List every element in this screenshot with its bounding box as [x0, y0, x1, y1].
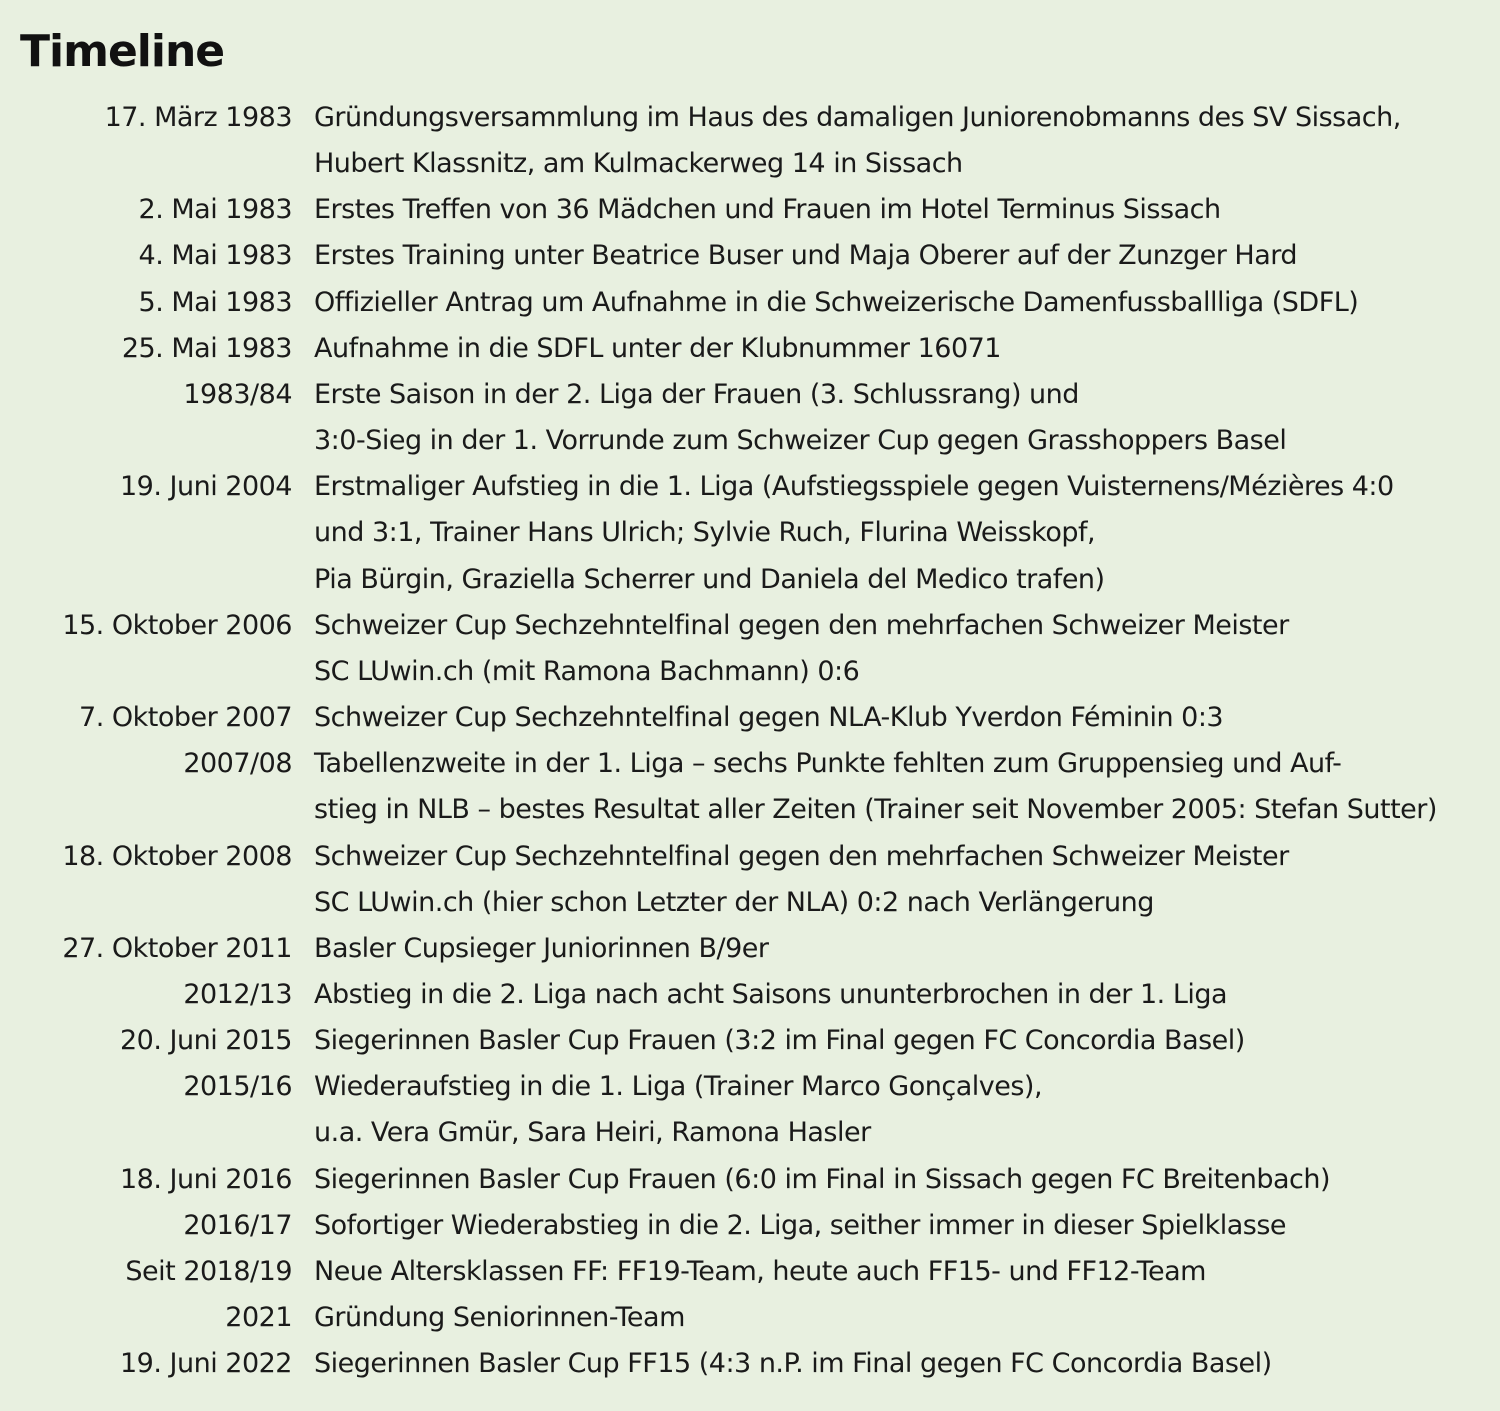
- timeline-entry: [0, 1064, 1500, 1156]
- entry-text-line: Erste Saison in der 2. Liga der Frauen (3. Schlussrang) und: [314, 378, 1079, 410]
- entry-text-line: Pia Bürgin, Graziella Scherrer und Daniela del Medico trafen): [314, 563, 1105, 595]
- page-title: Timeline: [20, 26, 225, 77]
- entry-date: 2015/16: [183, 1071, 292, 1103]
- entry-description: [314, 280, 1490, 326]
- entry-date: 19. Juni 2004: [119, 471, 292, 503]
- timeline-entry: [0, 1249, 1500, 1295]
- entry-date: 7. Oktober 2007: [79, 702, 292, 734]
- entry-date: 4. Mai 1983: [138, 240, 292, 272]
- entry-text-line: Gründungsversammlung im Haus des damaligen Juniorenobmanns des SV Sissach,: [314, 102, 1401, 133]
- entry-description: [314, 603, 1490, 695]
- entry-text-line: Wiederaufstieg in die 1. Liga (Trainer Marco Gonçalves),: [314, 1071, 1043, 1103]
- timeline-entry: [0, 233, 1500, 279]
- entry-date: 2007/08: [183, 748, 292, 780]
- entry-date: 20. Juni 2015: [119, 1025, 292, 1057]
- entry-text-line: Tabellenzweite in der 1. Liga – sechs Punkte fehlten zum Gruppensieg und Auf-: [314, 748, 1342, 780]
- timeline-entry: [0, 372, 1500, 464]
- entry-text-line: stieg in NLB – bestes Resultat aller Zeiten (Trainer seit November 2005: Stefan Sutter): [314, 794, 1437, 826]
- entry-text-line: Basler Cupsieger Juniorinnen B/9er: [314, 932, 769, 964]
- entry-description: [314, 926, 1490, 972]
- entry-description: [314, 741, 1490, 833]
- entry-text-line: SC LUwin.ch (hier schon Letzter der NLA) 0:2 nach Verlängerung: [314, 886, 1154, 918]
- entry-description: [314, 233, 1490, 279]
- entry-description: [314, 372, 1490, 464]
- entry-text-line: Siegerinnen Basler Cup Frauen (3:2 im Final gegen FC Concordia Basel): [314, 1025, 1245, 1057]
- timeline-entry: [0, 1341, 1500, 1387]
- timeline-entry: [0, 1157, 1500, 1203]
- entry-text-line: Neue Altersklassen FF: FF19-Team, heute auch FF15- und FF12-Team: [314, 1255, 1206, 1287]
- timeline-entry: [0, 834, 1500, 926]
- entry-description: [314, 1341, 1490, 1387]
- timeline-entry: [0, 972, 1500, 1018]
- timeline-entry: [0, 603, 1500, 695]
- entry-date: 2016/17: [183, 1209, 292, 1241]
- timeline-entry: [0, 187, 1500, 233]
- entry-text-line: Aufnahme in die SDFL unter der Klubnummer 16071: [314, 332, 1001, 364]
- timeline-entry: [0, 1203, 1500, 1249]
- entry-text-line: Offizieller Antrag um Aufnahme in die Schweizerische Damenfussballliga (SDFL): [314, 286, 1359, 318]
- entry-date: 2012/13: [183, 978, 292, 1010]
- entry-date: 18. Oktober 2008: [62, 840, 292, 872]
- entry-text-line: Erstes Treffen von 36 Mädchen und Frauen im Hotel Terminus Sissach: [314, 194, 1221, 226]
- entry-description: [314, 834, 1490, 926]
- entry-description: [314, 95, 1490, 187]
- entry-description: [314, 464, 1490, 602]
- timeline-entry: [0, 280, 1500, 326]
- entry-description: [314, 187, 1490, 233]
- entry-text-line: u.a. Vera Gmür, Sara Heiri, Ramona Hasler: [314, 1117, 871, 1149]
- entry-text-line: und 3:1, Trainer Hans Ulrich; Sylvie Ruch, Flurina Weisskopf,: [314, 517, 1096, 549]
- entry-text-line: Erstes Training unter Beatrice Buser und Maja Oberer auf der Zunzger Hard: [314, 240, 1298, 272]
- entry-description: [314, 1064, 1490, 1156]
- entry-description: [314, 1203, 1490, 1249]
- entry-text-line: Schweizer Cup Sechzehntelfinal gegen den mehrfachen Schweizer Meister: [314, 609, 1289, 641]
- entry-date: 2. Mai 1983: [138, 194, 292, 226]
- timeline-entry: [0, 1295, 1500, 1341]
- timeline-entry: [0, 326, 1500, 372]
- entry-description: [314, 1249, 1490, 1295]
- timeline-list: [0, 95, 1500, 1387]
- entry-description: [314, 1018, 1490, 1064]
- entry-description: [314, 695, 1490, 741]
- entry-date: 27. Oktober 2011: [62, 932, 292, 964]
- entry-date: 1983/84: [183, 378, 292, 410]
- entry-date: 25. Mai 1983: [121, 332, 292, 364]
- entry-text-line: Sofortiger Wiederabstieg in die 2. Liga, seither immer in dieser Spielklasse: [314, 1209, 1287, 1241]
- entry-date: 19. Juni 2022: [119, 1348, 292, 1380]
- entry-date: 17. März 1983: [104, 102, 292, 133]
- entry-description: [314, 326, 1490, 372]
- timeline-entry: [0, 926, 1500, 972]
- entry-date: 5. Mai 1983: [138, 286, 292, 318]
- entry-date: 2021: [225, 1302, 292, 1334]
- timeline-entry: [0, 695, 1500, 741]
- entry-date: 15. Oktober 2006: [62, 609, 292, 641]
- entry-description: [314, 1157, 1490, 1203]
- entry-date: 18. Juni 2016: [119, 1163, 292, 1195]
- entry-date: Seit 2018/19: [125, 1255, 292, 1287]
- entry-text-line: Schweizer Cup Sechzehntelfinal gegen NLA-Klub Yverdon Féminin 0:3: [314, 702, 1224, 734]
- entry-description: [314, 1295, 1490, 1341]
- entry-text-line: Erstmaliger Aufstieg in die 1. Liga (Aufstiegsspiele gegen Vuisternens/Mézières 4:0: [314, 471, 1394, 503]
- entry-text-line: Schweizer Cup Sechzehntelfinal gegen den mehrfachen Schweizer Meister: [314, 840, 1289, 872]
- entry-text-line: Gründung Seniorinnen-Team: [314, 1302, 685, 1334]
- timeline-entry: [0, 1018, 1500, 1064]
- entry-text-line: SC LUwin.ch (mit Ramona Bachmann) 0:6: [314, 655, 860, 687]
- entry-text-line: Abstieg in die 2. Liga nach acht Saisons ununterbrochen in der 1. Liga: [314, 978, 1228, 1010]
- entry-text-line: 3:0-Sieg in der 1. Vorrunde zum Schweizer Cup gegen Grasshoppers Basel: [314, 425, 1287, 457]
- entry-text-line: Siegerinnen Basler Cup FF15 (4:3 n.P. im Final gegen FC Concordia Basel): [314, 1348, 1272, 1380]
- entry-description: [314, 972, 1490, 1018]
- timeline-entry: [0, 741, 1500, 833]
- entry-text-line: Hubert Klassnitz, am Kulmackerweg 14 in Sissach: [314, 148, 963, 180]
- timeline-entry: [0, 464, 1500, 602]
- timeline-entry: [0, 95, 1500, 187]
- entry-text-line: Siegerinnen Basler Cup Frauen (6:0 im Final in Sissach gegen FC Breitenbach): [314, 1163, 1330, 1195]
